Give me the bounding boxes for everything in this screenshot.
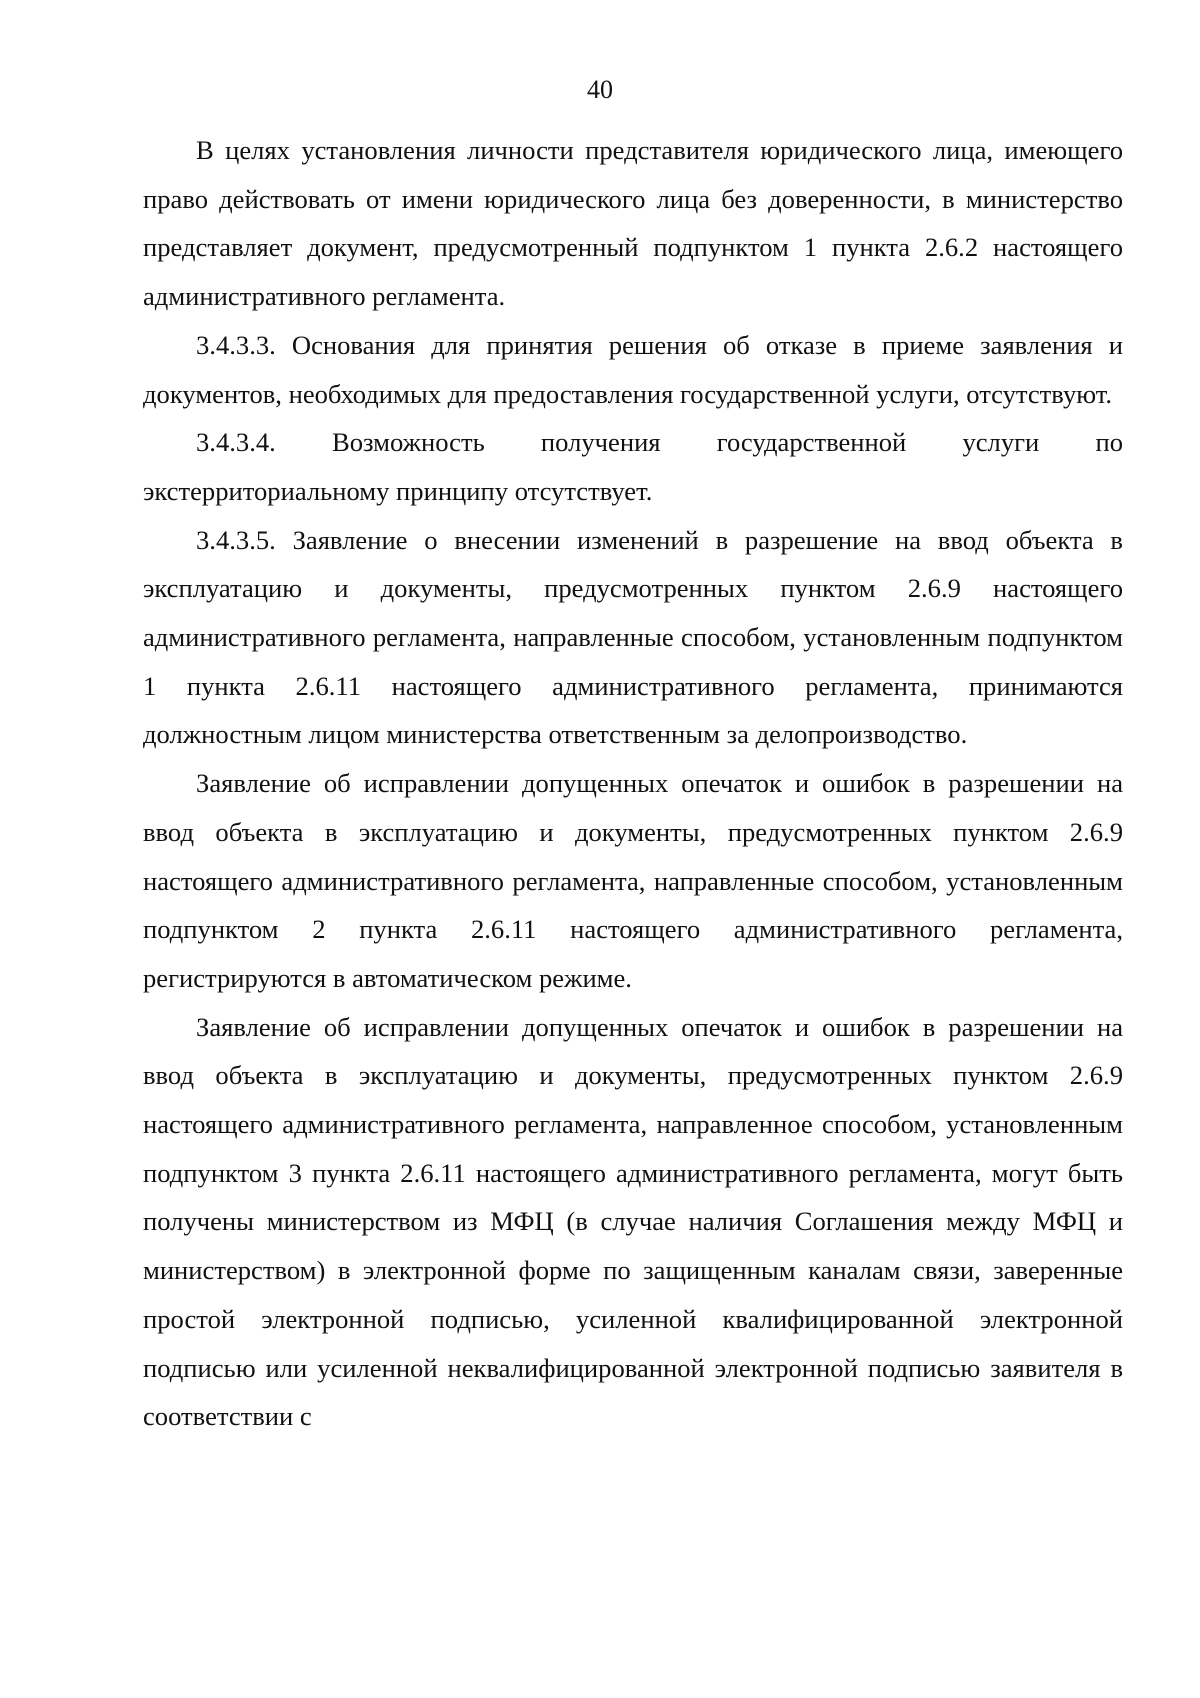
paragraph: Заявление об исправлении допущенных опечаток и ошибок в разрешении на ввод объекта в эксплуатацию и документы, предусмотренных пунктом 2.6.9 настоящего административного регламента, направленное способом, установленным подпунктом 3 пункта 2.6.11 настоящего административного регламента, могут быть получены министерством из МФЦ (в случае наличия Соглашения между МФЦ и министерством) в электронной форме по защищенным каналам связи, заверенные простой электронной подписью, усиленной квалифицированной электронной подписью или усиленной неквалифицированной электронной подписью заявителя в соответствии с xyxy=(143,1011,1123,1432)
paragraph: В целях установления личности представителя юридического лица, имеющего право действовать от имени юридического лица без доверенности, в министерство представляет документ, предусмотренный подпунктом 1 пункта 2.6.2 настоящего административного регламента. xyxy=(143,135,1123,312)
paragraph: 3.4.3.4. Возможность получения государственной услуги по экстерриториальному принципу отсутствует. xyxy=(143,427,1123,506)
paragraph: 3.4.3.3. Основания для принятия решения об отказе в приеме заявления и документов, необходимых для предоставления государственной услуги, отсутствуют. xyxy=(143,329,1123,409)
paragraph: Заявление об исправлении допущенных опечаток и ошибок в разрешении на ввод объекта в эксплуатацию и документы, предусмотренных пунктом 2.6.9 настоящего административного регламента, направленные способом, установленным подпунктом 2 пункта 2.6.11 настоящего административного регламента, регистрируются в автоматическом режиме. xyxy=(143,768,1123,993)
document-body xyxy=(143,126,1123,1441)
paragraph: 3.4.3.5. Заявление о внесении изменений в разрешение на ввод объекта в эксплуатацию и документы, предусмотренных пунктом 2.6.9 настоящего административного регламента, направленные способом, установленным подпунктом 1 пункта 2.6.11 настоящего административного регламента, принимаются должностным лицом министерства ответственным за делопроизводство. xyxy=(143,524,1123,750)
page-number: 40 xyxy=(587,75,613,104)
